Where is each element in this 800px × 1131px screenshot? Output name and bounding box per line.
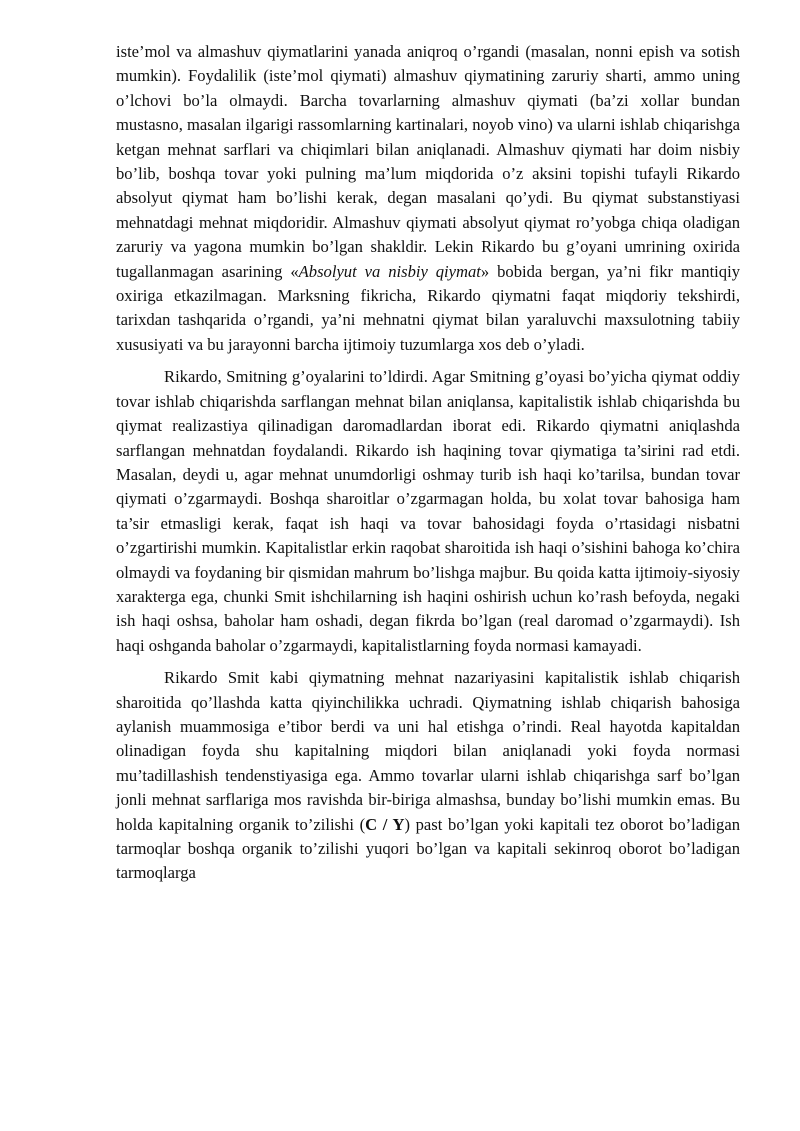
book-chapter-title: Absolyut va nisbiy qiymat — [298, 261, 481, 281]
paragraph-1-text-end: » bobida bergan, ya’ni fikr mantiqiy oxiriga etkazilmagan. Marksning fikricha, Rikardo qiymatni faqat miqdoriy tekshirdi, tarixdan tashqarida o’rgandi, ya’ni mehnatni qiymat bilan yaraluvchi maxsulotning tabiiy xususiyati va bu jarayonni barcha ijtimoiy tuzumlarga xos deb o’yladi. — [116, 261, 740, 354]
document-page — [116, 40, 740, 886]
paragraph-1 — [116, 40, 740, 357]
paragraph-2: Rikardo, Smitning g’oyalarini to’ldirdi. Agar Smitning g’oyasi bo’yicha qiymat oddiy tovar ishlab chiqarishda sarflangan mehnat bilan aniqlansa, kapitalistik ishlab chiqarishda bu qiymat realizastiya qilinadigan daromadlardan iborat edi. Rikardo qiymatni aniqlashda sarflangan mehnatdan foydalandi. Rikardo ish haqining tovar qiymatiga ta’sirini rad etdi. Masalan, deydi u, agar mehnat unumdorligi oshmay turib ish haqi ko’tarilsa, bundan tovar qiymati o’zgarmaydi. Boshqa sharoitlar o’zgarmagan holda, bu xolat tovar bahosiga ham ta’sir etmasligi kerak, faqat ish haqi va tovar bahosidagi foyda o’rtasidagi nisbatni o’zgartirishi mumkin. Kapitalistlar erkin raqobat sharoitida ish haqi o’sishini bahoga ko’chira olmaydi va foydaning bir qismidan mahrum bo’lishga majbur. Bu qoida katta ijtimoiy-siyosiy xarakterga ega, chunki Smit ishchilarning ish haqini oshirish uchun ko’rash befoyda, negaki ish haqi oshsa, baholar ham oshadi, degan fikrda bo’lgan (real daromad o’zgarmaydi). Ish haqi oshganda baholar o’zgarmaydi, kapitalistlarning foyda normasi kamayadi. — [116, 367, 740, 655]
organic-structure-formula: C / Y — [365, 814, 405, 834]
paragraph-1-text-start: iste’mol va almashuv qiymatlarini yanada aniqroq o’rgandi (masalan, nonni epish va sotish mumkin). Foydalilik (iste’mol qiymati) almashuv qiymatining zaruriy sharti, ammo uning o’lchovi bo’la olmaydi. Barcha tovarlarning almashuv qiymati (ba’zi xollar bundan mustasno, masalan ilgarigi rassomlarning kartinalari, noyob vino) va ularni ishlab chiqarishga ketgan mehnat sarflari va chiqimlari bilan aniqlanadi. Almashuv qiymati har doim nisbiy bo’lib, boshqa tovar yoki pulning ma’lum miqdorida o’z aksini topishi tufayli Rikardo absolyut qiymat ham bo’lishi kerak, degan masalani qo’ydi. Bu qiymat substanstiyasi mehnatdagi mehnat miqdoridir. Almashuv qiymati absolyut qiymat ro’yobga chiqa oladigan zaruriy va yagona mumkin bo’lgan shakldir. Lekin Rikardo bu g’oyani umrining oxirida tugallanmagan asarining « — [116, 42, 740, 281]
paragraph-3-text-end: ) past bo’lgan yoki kapitali tez oborot bo’ladigan tarmoqlar boshqa organik to’zilishi yuqori bo’lgan va kapitali sekinroq oborot bo’ladigan tarmoqlarga — [116, 814, 740, 883]
paragraph-3 — [116, 666, 740, 886]
paragraph-3-text-start: Rikardo Smit kabi qiymatning mehnat nazariyasini kapitalistik ishlab chiqarish sharoitida qo’llashda katta qiyinchilikka uchradi. Qiymatning ishlab chiqarish bahosiga aylanish muammosiga e’tibor berdi va uni hal etishga o’rindi. Real hayotda kapitaldan olinadigan foyda shu kapitalning miqdori bilan aniqlanadi yoki foyda normasi mu’tadillashish tendenstiyasiga ega. Ammo tovarlar ularni ishlab chiqarishga sarf bo’lgan jonli mehnat sarflariga mos ravishda bir-biriga almashsa, bunday bo’lishi mumkin emas. Bu holda kapitalning organik to’zilishi ( — [116, 668, 740, 834]
